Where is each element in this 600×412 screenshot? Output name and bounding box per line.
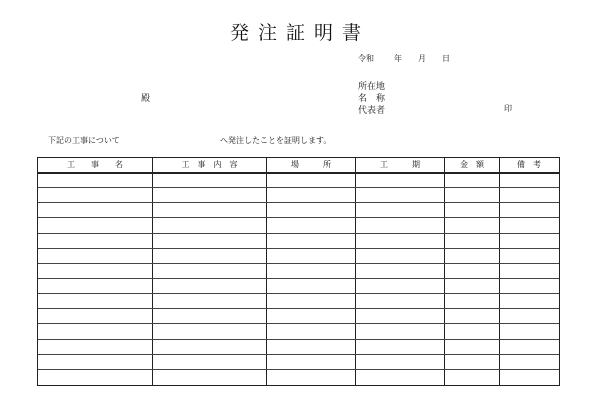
table-cell[interactable] (445, 293, 499, 308)
row-divider (38, 233, 559, 234)
table-cell[interactable] (153, 187, 266, 202)
table-cell[interactable] (445, 202, 499, 217)
table-cell[interactable] (500, 354, 558, 369)
addressee-suffix: 殿 (141, 94, 151, 104)
table-cell[interactable] (267, 308, 355, 323)
table-cell[interactable] (500, 172, 558, 187)
table-row (38, 308, 559, 323)
table-cell[interactable] (445, 233, 499, 248)
row-divider (38, 202, 559, 203)
row-divider (38, 308, 559, 309)
table-cell[interactable] (267, 293, 355, 308)
table-row (38, 369, 559, 384)
table-cell[interactable] (356, 248, 444, 263)
representative-label: 代表者 (358, 106, 386, 116)
column-header-remarks: 備 考 (517, 160, 541, 169)
table-cell[interactable] (356, 308, 444, 323)
table-cell[interactable] (356, 323, 444, 338)
table-row (38, 217, 559, 232)
column-header-period: 工 期 (380, 160, 420, 169)
table-cell[interactable] (267, 233, 355, 248)
date-month: 月 (418, 54, 426, 63)
table-cell[interactable] (153, 293, 266, 308)
table-row (38, 323, 559, 338)
address-label: 所在地 (358, 82, 386, 92)
row-divider (38, 217, 559, 218)
date-era: 令和 (358, 54, 374, 63)
table-cell[interactable] (356, 172, 444, 187)
table-row (38, 202, 559, 217)
row-divider (38, 187, 559, 188)
table-row (38, 293, 559, 308)
row-divider (38, 323, 559, 324)
table-cell[interactable] (356, 202, 444, 217)
row-divider (38, 278, 559, 279)
table-cell[interactable] (267, 278, 355, 293)
row-divider (38, 293, 559, 294)
table-cell[interactable] (445, 354, 499, 369)
table-cell[interactable] (267, 202, 355, 217)
table-row (38, 354, 559, 369)
table-cell[interactable] (153, 217, 266, 232)
table-cell[interactable] (38, 233, 152, 248)
row-divider (38, 354, 559, 355)
intro-text-2: へ発注したことを証明します。 (220, 136, 332, 145)
table-cell[interactable] (500, 339, 558, 354)
company-name-label: 名 称 (358, 94, 386, 104)
date-year: 年 (394, 54, 402, 63)
column-header-location: 場 所 (291, 160, 331, 169)
table-cell[interactable] (500, 202, 558, 217)
table-cell[interactable] (153, 172, 266, 187)
table-row (38, 233, 559, 248)
table-row (38, 172, 559, 187)
table-cell[interactable] (38, 354, 152, 369)
table-cell[interactable] (153, 202, 266, 217)
table-cell[interactable] (500, 217, 558, 232)
table-cell[interactable] (356, 263, 444, 278)
row-divider (38, 248, 559, 249)
column-header-amount: 金 額 (460, 160, 484, 169)
table-cell[interactable] (38, 308, 152, 323)
table-cell[interactable] (500, 308, 558, 323)
table-cell[interactable] (356, 233, 444, 248)
row-divider (38, 339, 559, 340)
table-cell[interactable] (38, 263, 152, 278)
table-cell[interactable] (500, 233, 558, 248)
table-cell[interactable] (445, 308, 499, 323)
table-cell[interactable] (267, 187, 355, 202)
column-header-project-name: 工 事 名 (67, 160, 123, 169)
table-row (38, 263, 559, 278)
table-cell[interactable] (267, 369, 355, 384)
table-cell[interactable] (500, 369, 558, 384)
table-cell[interactable] (153, 278, 266, 293)
table-cell[interactable] (267, 217, 355, 232)
table-cell[interactable] (38, 278, 152, 293)
table-cell[interactable] (38, 293, 152, 308)
table-cell[interactable] (153, 233, 266, 248)
table-cell[interactable] (267, 323, 355, 338)
seal-label: 印 (504, 104, 512, 113)
table-cell[interactable] (38, 369, 152, 384)
table-cell[interactable] (356, 293, 444, 308)
table-cell[interactable] (500, 263, 558, 278)
table-cell[interactable] (38, 339, 152, 354)
date-line (358, 53, 450, 64)
table-cell[interactable] (153, 339, 266, 354)
table-cell[interactable] (153, 248, 266, 263)
table-cell[interactable] (153, 354, 266, 369)
table-cell[interactable] (445, 172, 499, 187)
table-cell[interactable] (500, 248, 558, 263)
table-cell[interactable] (356, 217, 444, 232)
table-cell[interactable] (38, 172, 152, 187)
table-cell[interactable] (445, 323, 499, 338)
table-row (38, 187, 559, 202)
date-day: 日 (442, 54, 450, 63)
document-title: 発注証明書 (229, 22, 370, 44)
table-cell[interactable] (445, 339, 499, 354)
table-cell[interactable] (500, 293, 558, 308)
table-cell[interactable] (445, 217, 499, 232)
table-cell[interactable] (267, 354, 355, 369)
table-cell[interactable] (356, 354, 444, 369)
table-cell[interactable] (356, 278, 444, 293)
order-table (37, 157, 560, 386)
column-header-work-content: 工 事 内 容 (181, 160, 238, 169)
table-cell[interactable] (153, 323, 266, 338)
table-cell[interactable] (500, 187, 558, 202)
intro-text-1: 下記の工事について (48, 136, 120, 145)
table-cell[interactable] (445, 248, 499, 263)
row-divider (38, 263, 559, 264)
table-cell[interactable] (38, 202, 152, 217)
table-cell[interactable] (445, 369, 499, 384)
table-cell[interactable] (153, 369, 266, 384)
table-cell[interactable] (267, 263, 355, 278)
table-cell[interactable] (267, 172, 355, 187)
table-row (38, 339, 559, 354)
table-cell[interactable] (356, 369, 444, 384)
table-cell[interactable] (153, 263, 266, 278)
table-cell[interactable] (445, 187, 499, 202)
table-cell[interactable] (356, 187, 444, 202)
row-divider (38, 369, 559, 370)
table-cell[interactable] (38, 323, 152, 338)
table-row (38, 278, 559, 293)
table-cell[interactable] (500, 323, 558, 338)
table-cell[interactable] (267, 339, 355, 354)
table-cell[interactable] (38, 187, 152, 202)
table-cell[interactable] (153, 308, 266, 323)
table-cell[interactable] (267, 248, 355, 263)
table-cell[interactable] (445, 278, 499, 293)
table-cell[interactable] (500, 278, 558, 293)
table-row (38, 248, 559, 263)
table-cell[interactable] (38, 217, 152, 232)
table-cell[interactable] (356, 339, 444, 354)
table-cell[interactable] (445, 263, 499, 278)
table-cell[interactable] (38, 248, 152, 263)
